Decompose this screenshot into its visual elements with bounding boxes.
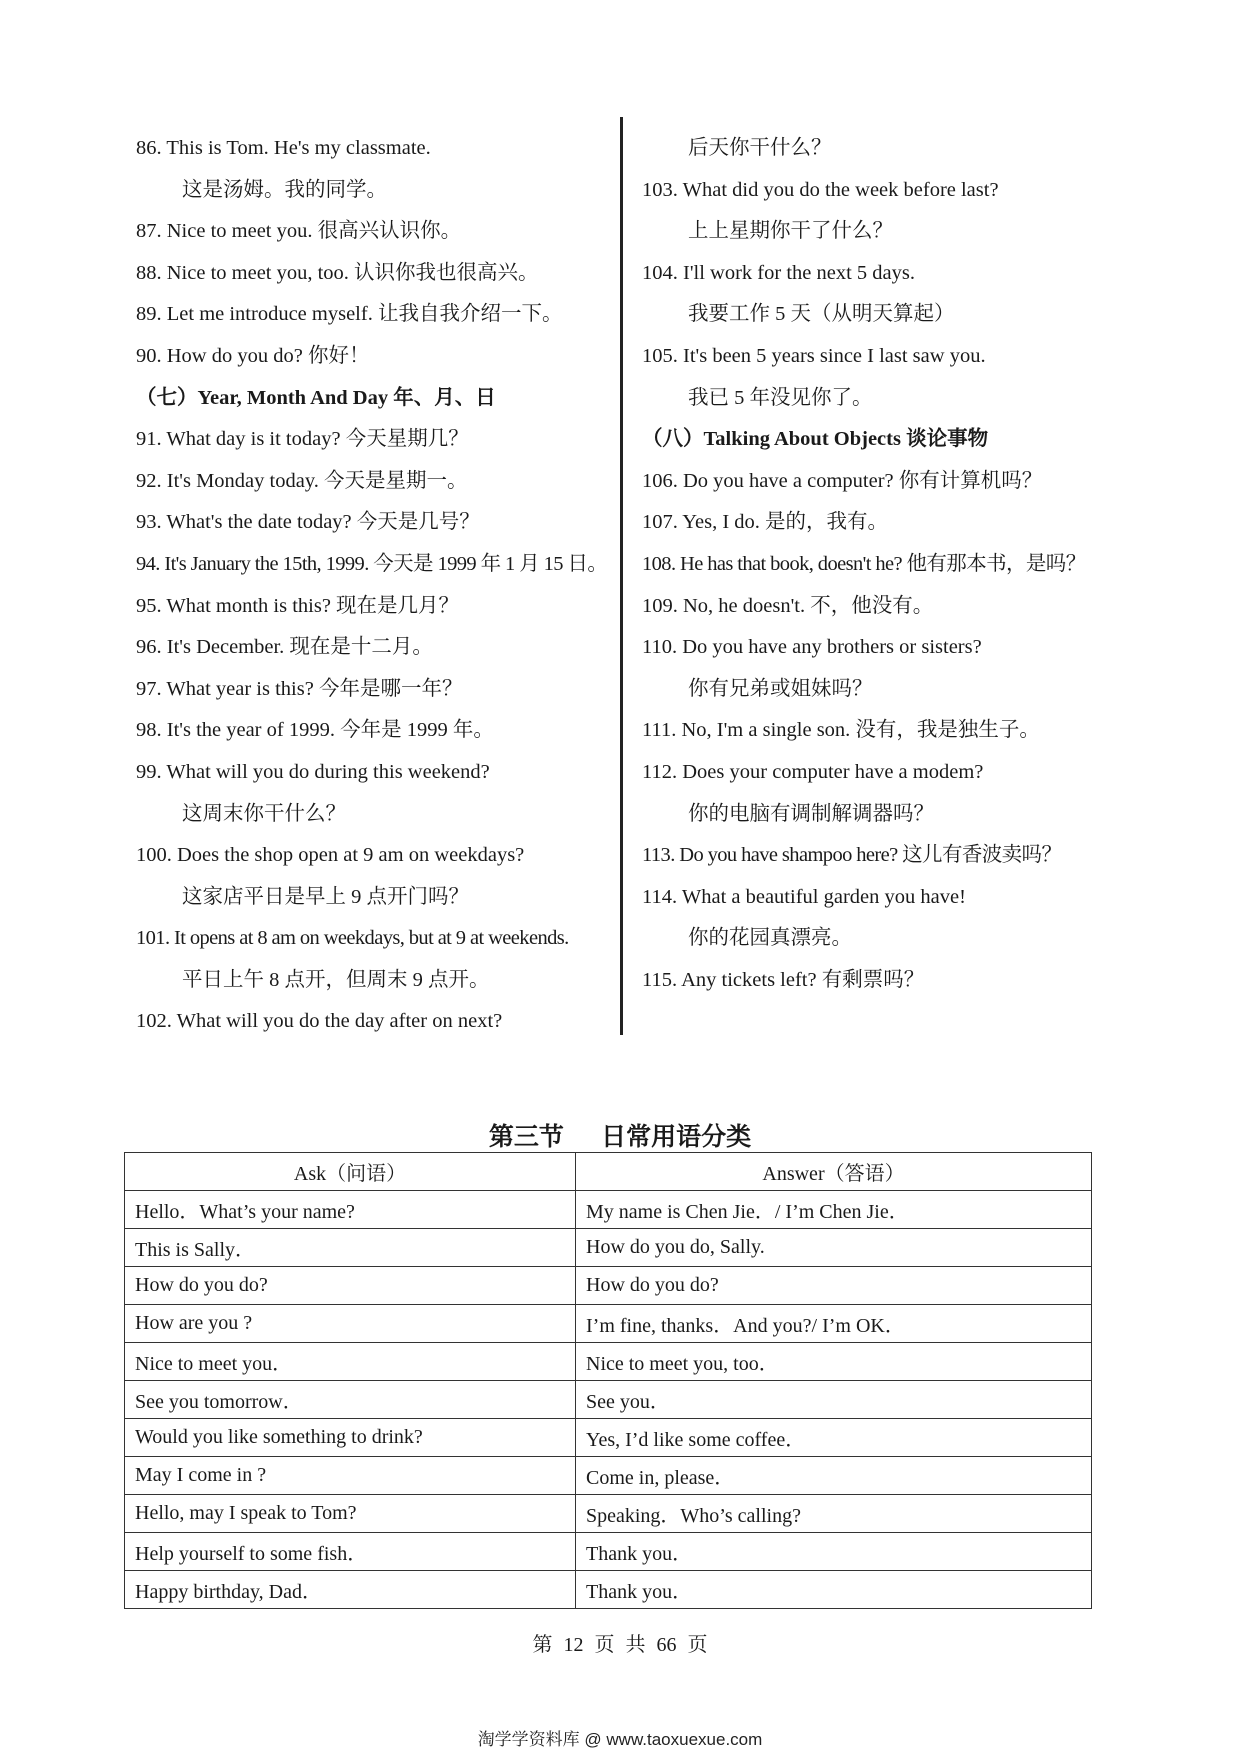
phrase-line: 95. What month is this? 现在是几月？ <box>136 594 460 617</box>
table-row <box>125 1457 1092 1495</box>
table-row <box>125 1571 1092 1609</box>
section-heading: （七）Year, Month And Day 年、月、日 <box>136 386 496 409</box>
ask-cell: This is Sally． <box>125 1229 576 1267</box>
table-row <box>125 1191 1092 1229</box>
ask-cell: Help yourself to some fish． <box>125 1533 576 1571</box>
phrase-line: 102. What will you do the day after on next? <box>136 1010 503 1033</box>
phrase-table <box>124 1152 1092 1609</box>
table-row <box>125 1419 1092 1457</box>
phrase-line: 106. Do you have a computer? 你有计算机吗？ <box>642 469 1043 492</box>
answer-cell: Nice to meet you, too． <box>576 1343 1092 1381</box>
phrase-line: 平日上午 8 点开，但周末 9 点开。 <box>182 968 490 991</box>
ask-cell: Hello．What’s your name? <box>125 1191 576 1229</box>
table-row <box>125 1267 1092 1305</box>
answer-cell: Come in, please． <box>576 1457 1092 1495</box>
phrase-line: 110. Do you have any brothers or sisters? <box>642 636 982 659</box>
answer-cell: Thank you． <box>576 1571 1092 1609</box>
answer-cell: How do you do? <box>576 1267 1092 1305</box>
phrase-line: 96. It's December. 现在是十二月。 <box>136 636 433 659</box>
phrase-line: 你的花园真漂亮。 <box>688 927 852 950</box>
table-row <box>125 1495 1092 1533</box>
section-heading: （八）Talking About Objects 谈论事物 <box>642 428 989 451</box>
answer-cell: I’m fine, thanks．And you?/ I’m OK． <box>576 1305 1092 1343</box>
section-title: 第三节 日常用语分类 <box>488 1124 752 1151</box>
phrase-line: 104. I'll work for the next 5 days. <box>642 261 915 284</box>
phrase-line: 111. No, I'm a single son. 没有，我是独生子。 <box>642 719 1040 742</box>
phrase-line: 97. What year is this? 今年是哪一年？ <box>136 677 463 700</box>
ask-cell: Would you like something to drink? <box>125 1419 576 1457</box>
phrase-line: 109. No, he doesn't. 不，他没有。 <box>642 594 934 617</box>
phrase-line: 90. How do you do? 你好！ <box>136 344 370 367</box>
phrase-line: 94. It's January the 15th, 1999. 今天是 1999 年 1 月 15 日。 <box>136 552 608 575</box>
phrase-line: 115. Any tickets left? 有剩票吗？ <box>642 968 925 991</box>
answer-header: Answer（答语） <box>576 1153 1092 1191</box>
phrase-line: 98. It's the year of 1999. 今年是 1999 年。 <box>136 719 494 742</box>
phrase-line: 这周末你干什么？ <box>182 802 346 825</box>
phrase-line: 93. What's the date today? 今天是几号？ <box>136 511 480 534</box>
answer-cell: Thank you． <box>576 1533 1092 1571</box>
phrase-line: 87. Nice to meet you. 很高兴认识你。 <box>136 220 462 243</box>
phrase-line: 108. He has that book, doesn't he? 他有那本书，是吗？ <box>642 552 1086 575</box>
page-number: 第 12 页 共 66 页 <box>532 1634 708 1656</box>
phrase-line: 你的电脑有调制解调器吗？ <box>688 802 934 825</box>
table-row <box>125 1381 1092 1419</box>
ask-cell: Hello, may I speak to Tom? <box>125 1495 576 1533</box>
phrase-line: 后天你干什么？ <box>688 137 832 159</box>
ask-cell: Happy birthday, Dad． <box>125 1571 576 1609</box>
table-header-row <box>125 1153 1092 1191</box>
phrase-line: 上上星期你干了什么？ <box>688 220 893 243</box>
phrase-line: 113. Do you have shampoo here? 这儿有香波卖吗？ <box>642 844 1062 867</box>
table-row <box>125 1343 1092 1381</box>
phrase-line: 112. Does your computer have a modem? <box>642 760 984 783</box>
phrase-line: 105. It's been 5 years since I last saw you. <box>642 344 986 367</box>
answer-cell: See you． <box>576 1381 1092 1419</box>
left-column <box>136 128 616 1043</box>
phrase-line: 这是汤姆。我的同学。 <box>182 178 387 201</box>
ask-cell: How do you do? <box>125 1267 576 1305</box>
phrase-line: 114. What a beautiful garden you have! <box>642 885 966 908</box>
phrase-line: 88. Nice to meet you, too. 认识你我也很高兴。 <box>136 261 539 284</box>
answer-cell: Yes, I’d like some coffee． <box>576 1419 1092 1457</box>
phrase-line: 89. Let me introduce myself. 让我自我介绍一下。 <box>136 303 563 326</box>
phrase-line: 101. It opens at 8 am on weekdays, but at 9 at weekends. <box>136 927 569 950</box>
phrase-line: 86. This is Tom. He's my classmate. <box>136 137 431 159</box>
watermark: 淘学学资料库 @ www.taoxuexue.com <box>477 1730 763 1749</box>
table-row <box>125 1229 1092 1267</box>
phrase-line: 107. Yes, I do. 是的，我有。 <box>642 511 889 534</box>
ask-header: Ask（问语） <box>125 1153 576 1191</box>
phrase-line: 103. What did you do the week before last? <box>642 178 999 201</box>
answer-cell: Speaking．Who’s calling? <box>576 1495 1092 1533</box>
phrase-line: 你有兄弟或姐妹吗？ <box>688 677 873 700</box>
phrase-line: 91. What day is it today? 今天星期几？ <box>136 428 469 451</box>
answer-cell: My name is Chen Jie．/ I’m Chen Jie． <box>576 1191 1092 1229</box>
phrase-line: 92. It's Monday today. 今天是星期一。 <box>136 469 468 492</box>
right-column <box>642 128 1122 1001</box>
table-row <box>125 1305 1092 1343</box>
answer-cell: How do you do, Sally. <box>576 1229 1092 1267</box>
phrase-line: 100. Does the shop open at 9 am on weekdays? <box>136 844 525 867</box>
ask-cell: May I come in ? <box>125 1457 576 1495</box>
table-row <box>125 1533 1092 1571</box>
column-divider <box>620 117 623 1035</box>
phrase-line: 我已 5 年没见你了。 <box>688 386 873 409</box>
phrase-line: 这家店平日是早上 9 点开门吗？ <box>182 885 469 908</box>
ask-cell: See you tomorrow． <box>125 1381 576 1419</box>
phrase-line: 99. What will you do during this weekend? <box>136 760 490 783</box>
ask-cell: How are you ? <box>125 1305 576 1343</box>
phrase-line: 我要工作 5 天（从明天算起） <box>688 303 955 326</box>
ask-cell: Nice to meet you． <box>125 1343 576 1381</box>
